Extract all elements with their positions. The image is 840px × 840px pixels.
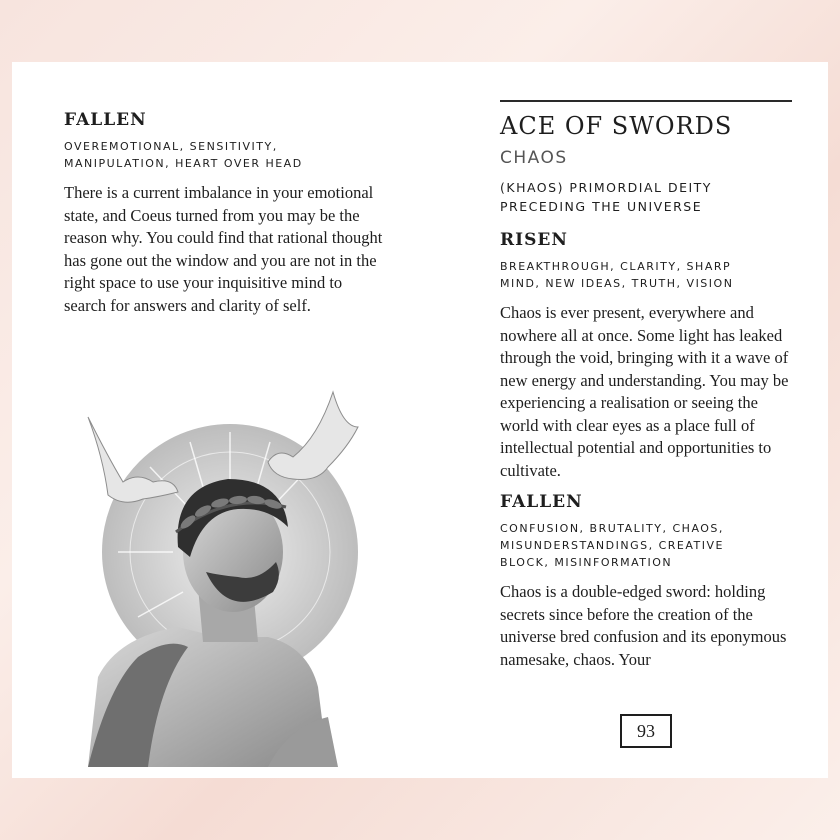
page-number: 93 [620,714,672,748]
fallen-keywords [64,138,384,172]
keywords-line: BREAKTHROUGH, CLARITY, SHARP [500,260,732,273]
keywords-line: BLOCK, MISINFORMATION [500,556,673,569]
fallen-keywords [500,520,795,571]
left-page-text [64,110,384,317]
fallen-body: There is a current imbalance in your emotional state, and Coeus turned from you may be the reason why. You could find that rational thought has gone out the window and you are not in the right space to use your inquisitive mind to search for answers and clarity of self. [64,183,383,315]
keywords-line: MANIPULATION, HEART OVER HEAD [64,157,303,170]
card-title: ACE OF SWORDS [500,112,733,140]
card-description [500,178,795,216]
keywords-line: CONFUSION, BRUTALITY, CHAOS, [500,522,724,535]
fallen-body: Chaos is a double-edged sword: holding secrets since before the creation of the universe bred confusion and its eponymous namesake, chaos. Your [500,582,787,669]
risen-keywords [500,258,795,292]
risen-body: Chaos is ever present, everywhere and nowhere all at once. Some light has leaked through the void, bringing with it a wave of new energy and understanding. You may be experiencing a realisation or seeing the world with clear eyes as a place full of intellectual potential and opportunities to cultivate. [500,303,789,480]
risen-heading: RISEN [500,230,568,250]
keywords-line: MISUNDERSTANDINGS, CREATIVE [500,539,724,552]
keywords-line: OVEREMOTIONAL, SENSITIVITY, [64,140,278,153]
title-rule [500,100,792,102]
description-line: (KHAOS) PRIMORDIAL DEITY [500,180,712,195]
fallen-heading: FALLEN [500,492,583,512]
laurel-crowned-figure-with-doves-icon [78,387,368,767]
card-subtitle: CHAOS [500,148,568,168]
right-page-text [500,100,795,671]
description-line: PRECEDING THE UNIVERSE [500,199,703,214]
book-spread [12,62,828,778]
keywords-line: MIND, NEW IDEAS, TRUTH, VISION [500,277,734,290]
fallen-heading: FALLEN [64,110,147,130]
